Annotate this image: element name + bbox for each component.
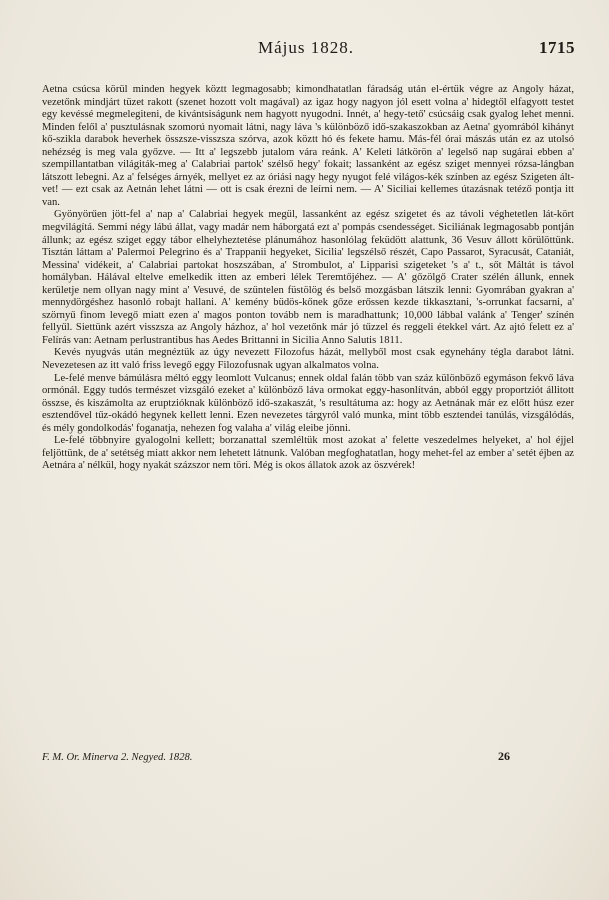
- paragraph: Le-felé menve bámúlásra méltó eggy leomlott Vulcanus; ennek oldal falán több van száz különböző egymáson fekvő láva ormónál. Eggy tudós természet vizsgáló ezeket a' különböző láva ormokat eggy-hasonlítván, abból eggy proportziót állitott összse, és kiszámolta az eruptzióknak különböző idő-szakaszát, 's resultátuma az: hogy az Aetnának már ez előtt húsz ezer esztendővel tűz-okádó hegynek kellett lenni. Ezen nevezetes tárgyról való munka, mint több esztendei tanúlás, vizsgálódás, és mély gondolkodás' foganatja, nehezen fog valaha a' világ eleibe jönni.: [42, 372, 574, 434]
- paragraph: Aetna csúcsa körül minden hegyek köztt legmagosabb; kimondhatatlan fáradság után el-értük végre az Angoly házat, vezetőnk mindjárt tüzet rakott (szenet hozott volt magával) az igaz hogy nagyon jól esett volna a' hidegtől elfagyott testet egy kevéssé megmelegiteni, de kivántsiságunk nem hagyott nyugodni. Innét, a' hegy-tető' csúcsáig csak gyalog lehet menni. Minden felől a' pusztulásnak szomorú nyomait látni, nagy láva 's különböző idő-szakaszokban az Aetna' gyomrából kihányt kő-szikla darabok heverhek összsze-visszsza szórva, azok köztt hó és fekete hamu. Más-fél órai mászás után ez az utolsó nehézség is meg vala győzve. — Itt a' legszebb jutalom vára reánk. A' Keleti látkörön a' legelső nap sugárai ebben a' szempillantatban világiták-meg a' Calabriai partok' szélső hegy' fokait; lassanként az egész sziget mennyei rózsa-lángban látszott lebegni. Az a' felséges árnyék, mellyet ez az óriási nagy hegy nyugot felé világos-kék színben az egész Szigeten ált-vet! — ezt csak az Aetnán lehet látni — ott is csak érezni de leírni nem. — A' Siciliai kellemes útazásnak tetéző pontja itt van.: [42, 84, 574, 208]
- page-number: 1715: [539, 38, 575, 57]
- signature-mark: F. M. Or. Minerva 2. Negyed. 1828.: [42, 752, 193, 763]
- page-title: Május 1828.: [258, 38, 354, 57]
- paragraph: Le-felé többnyire gyalogolni kellett; borzanattal szemléltük most azokat a' felette veszedelmes helyeket, a' hol éjjel feljöttünk, de a' setétség miatt akkor nem lehetett látnunk. Valóban megfoghatatlan, hogy mehet-fel az ember a' setét éjben az Aetnára a' nélkül, hogy nyakát százszor nem töri. Még is okos állatok azok az öszvérek!: [42, 435, 574, 472]
- article-body: [42, 84, 574, 473]
- page-footer: [42, 749, 574, 765]
- page-header: [0, 38, 609, 64]
- paragraph: Gyönyörűen jött-fel a' nap a' Calabriai hegyek megül, lassanként az egész szigetet és az távoli véghetetlen lát-kört megvilágítá. Semmi négy lábú állat, vagy madár nem háborgatá ezt a' pompás csendességet. Siciliának legmagosabb pontján állunk; az egész sziget eggy tábor elhelyheztetése plánumához hasonlólag feküdött alattunk, 36 Vesuv állott körülöttünk. Tisztán láttam a' Palermoi Pelegrino és a' Trappanii hegyeket, Sicilia' legszélső részét, Capo Passarot, Syracusát, Cataniát, Messina' vidékeit, a' Calabriai partokat hoszszában, a' Strombulot, a' Lipparisi szigeteket 's a' t., sőt Máltát is távol homályban. Hálával eltelve emelkedik itten az emberi lélek Teremtőjéhez. — A' gőzölgő Crater szélén állunk, ennek kerületje nem ollyan nagy mint a' Vesuvé, de szüntelen füstölög és belső mozgásban látszik lenni: Gyomrában gyakran a' mennydörgéshez hasonló robajt hallani. A' kemény büdös-kőnek gőze erőssen kezde tikkasztani, 's-orrunkat facsarni, a' szörnyű finom levegő miatt ezen a' magos ponton tovább nem is maradhattunk; 10,000 lábbal valánk a' Tenger' színén fellyűl. Siettünk azért visszsza az Angoly házhoz, a' hol vezetőnk már jó tűzzel és reggeli étekkel várt. Az ajtó felett ez a' Felírás van: Aetnam perlustrantibus has Aedes Brittanni in Sicilia Anno Salutis 1811.: [42, 209, 574, 346]
- paragraph: Kevés nyugvás után megnéztük az úgy nevezett Filozofus házát, mellyből most csak egynehány tégla darabot látni. Nevezetesen az itt való friss levegő eggy Filozofusnak ugyan alkalmatos volna.: [42, 347, 574, 372]
- signature-number: 26: [498, 749, 510, 763]
